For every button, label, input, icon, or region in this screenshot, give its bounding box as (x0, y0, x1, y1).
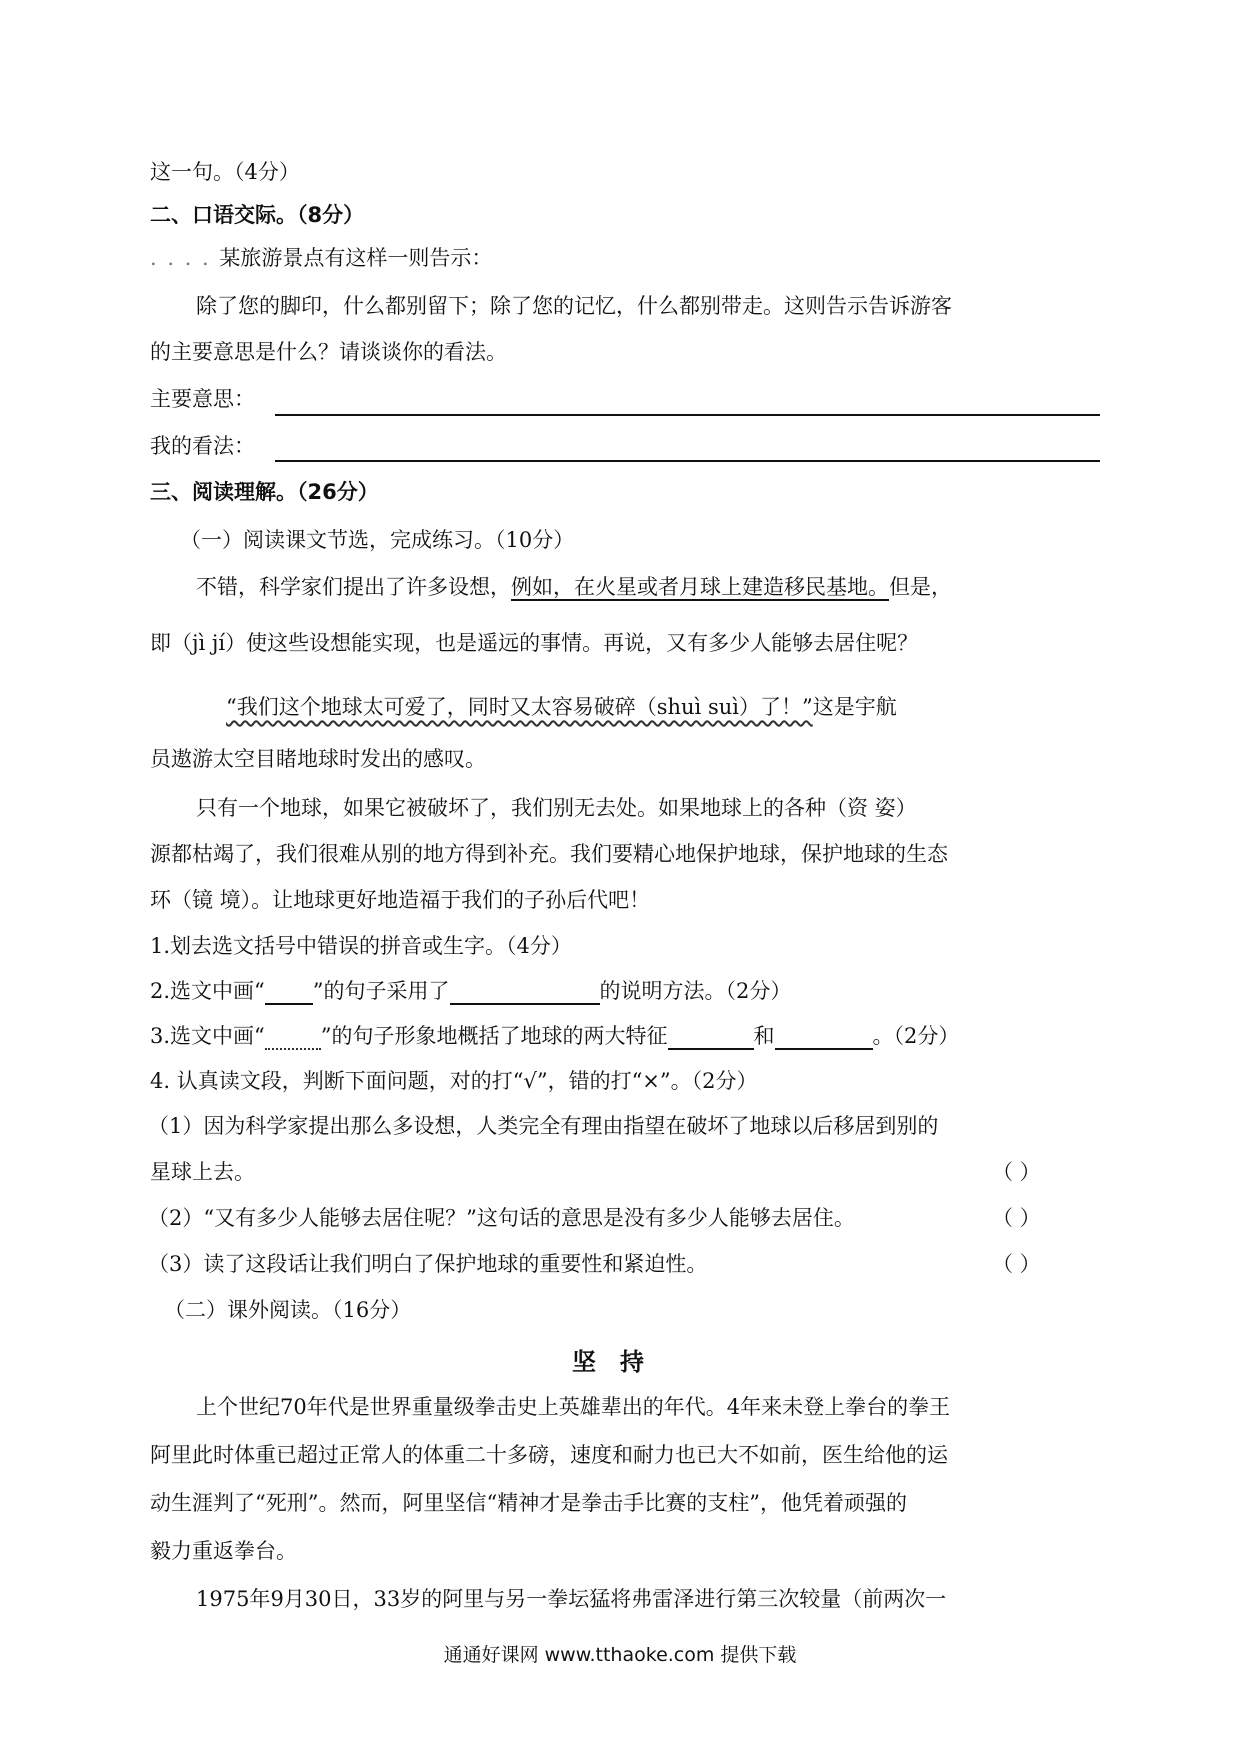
answer-blank[interactable] (775, 1026, 873, 1050)
answer-blank[interactable] (450, 981, 600, 1005)
text-line: 的主要意思是什么？请谈谈你的看法。 (150, 340, 507, 364)
answer-parentheses[interactable]: （ ） (992, 1160, 1041, 1184)
dot-marks: . . . . (150, 246, 220, 270)
text-line: 除了您的脚印，什么都别留下；除了您的记忆，什么都别带走。这则告示告诉游客 (196, 294, 952, 318)
footer-source: 通通好课网 www.tthaoke.com 提供下载 (443, 1644, 797, 1666)
subsection-heading-1: （一）阅读课文节选，完成练习。（10分） (180, 528, 575, 552)
question-4: 4. 认真读文段，判断下面问题，对的打“√”，错的打“×”。（2分） (150, 1069, 758, 1093)
judgement-item-2: （2）“又有多少人能够去居住呢？”这句话的意思是没有多少人能够去居住。 (148, 1206, 855, 1230)
passage-line: 即（jì jí）使这些设想能实现，也是遥远的事情。再说，又有多少人能够去居住呢？ (150, 631, 919, 655)
text-line: . . . . 某旅游景点有这样一则告示： (150, 246, 493, 270)
question-2: 2.选文中画“ ”的句子采用了 的说明方法。（2分） (150, 979, 792, 1003)
wavy-underlined-sentence: “我们这个地球太可爱了，同时又太容易破碎（shuì suì）了！” (226, 695, 813, 719)
story-title: 坚持 (572, 1348, 668, 1376)
underline-sample-solid (265, 981, 313, 1005)
opinion-answer-line[interactable] (275, 460, 1100, 462)
judgement-item-3: （3）读了这段话让我们明白了保护地球的重要性和紧迫性。 (148, 1252, 708, 1276)
main-idea-label: 主要意思： (150, 387, 255, 411)
answer-parentheses[interactable]: （ ） (992, 1206, 1041, 1230)
passage-line: 只有一个地球，如果它被破坏了，我们别无去处。如果地球上的各种（资 姿） (196, 796, 917, 820)
main-idea-answer-line[interactable] (275, 414, 1100, 416)
passage-line: 环（镜 境）。让地球更好地造福于我们的子孙后代吧！ (150, 888, 651, 912)
passage-line: “我们这个地球太可爱了，同时又太容易破碎（shuì suì）了！”这是宇航 (226, 695, 897, 719)
opinion-label: 我的看法： (150, 434, 255, 458)
judgement-item-1-cont: 星球上去。 (150, 1160, 255, 1184)
judgement-item-1: （1）因为科学家提出那么多设想，人类完全有理由指望在破坏了地球以后移居到别的 (148, 1114, 939, 1138)
text-line: 这一句。（4分） (150, 160, 300, 184)
passage-line: 源都枯竭了，我们很难从别的地方得到补充。我们要精心地保护地球，保护地球的生态 (150, 842, 948, 866)
answer-blank[interactable] (668, 1026, 754, 1050)
section-heading-reading: 三、阅读理解。（26分） (150, 480, 379, 504)
passage-line: 不错，科学家们提出了许多设想，例如，在火星或者月球上建造移民基地。但是， (196, 575, 952, 599)
answer-parentheses[interactable]: （ ） (992, 1252, 1041, 1276)
story-line: 阿里此时体重已超过正常人的体重二十多磅，速度和耐力也已大不如前，医生给他的运 (150, 1443, 948, 1467)
passage-line: 员遨游太空目睹地球时发出的感叹。 (150, 747, 486, 771)
underline-sample-wavy (265, 1026, 321, 1050)
section-heading-oral: 二、口语交际。（8分） (150, 203, 365, 227)
story-line: 上个世纪70年代是世界重量级拳击史上英雄辈出的年代。4年来未登上拳台的拳王 (196, 1395, 951, 1419)
subsection-heading-2: （二）课外阅读。（16分） (164, 1298, 412, 1322)
underlined-sentence: 例如，在火星或者月球上建造移民基地。 (511, 575, 889, 599)
story-line: 毅力重返拳台。 (150, 1539, 297, 1563)
story-line: 1975年9月30日，33岁的阿里与另一拳坛猛将弗雷泽进行第三次较量（前两次一 (196, 1587, 947, 1611)
story-line: 动生涯判了“死刑”。然而，阿里坚信“精神才是拳击手比赛的支柱”，他凭着顽强的 (150, 1491, 907, 1515)
question-3: 3.选文中画“ ”的句子形象地概括了地球的两大特征 和 。（2分） (150, 1024, 960, 1048)
question-1: 1.划去选文括号中错误的拼音或生字。（4分） (150, 934, 572, 958)
